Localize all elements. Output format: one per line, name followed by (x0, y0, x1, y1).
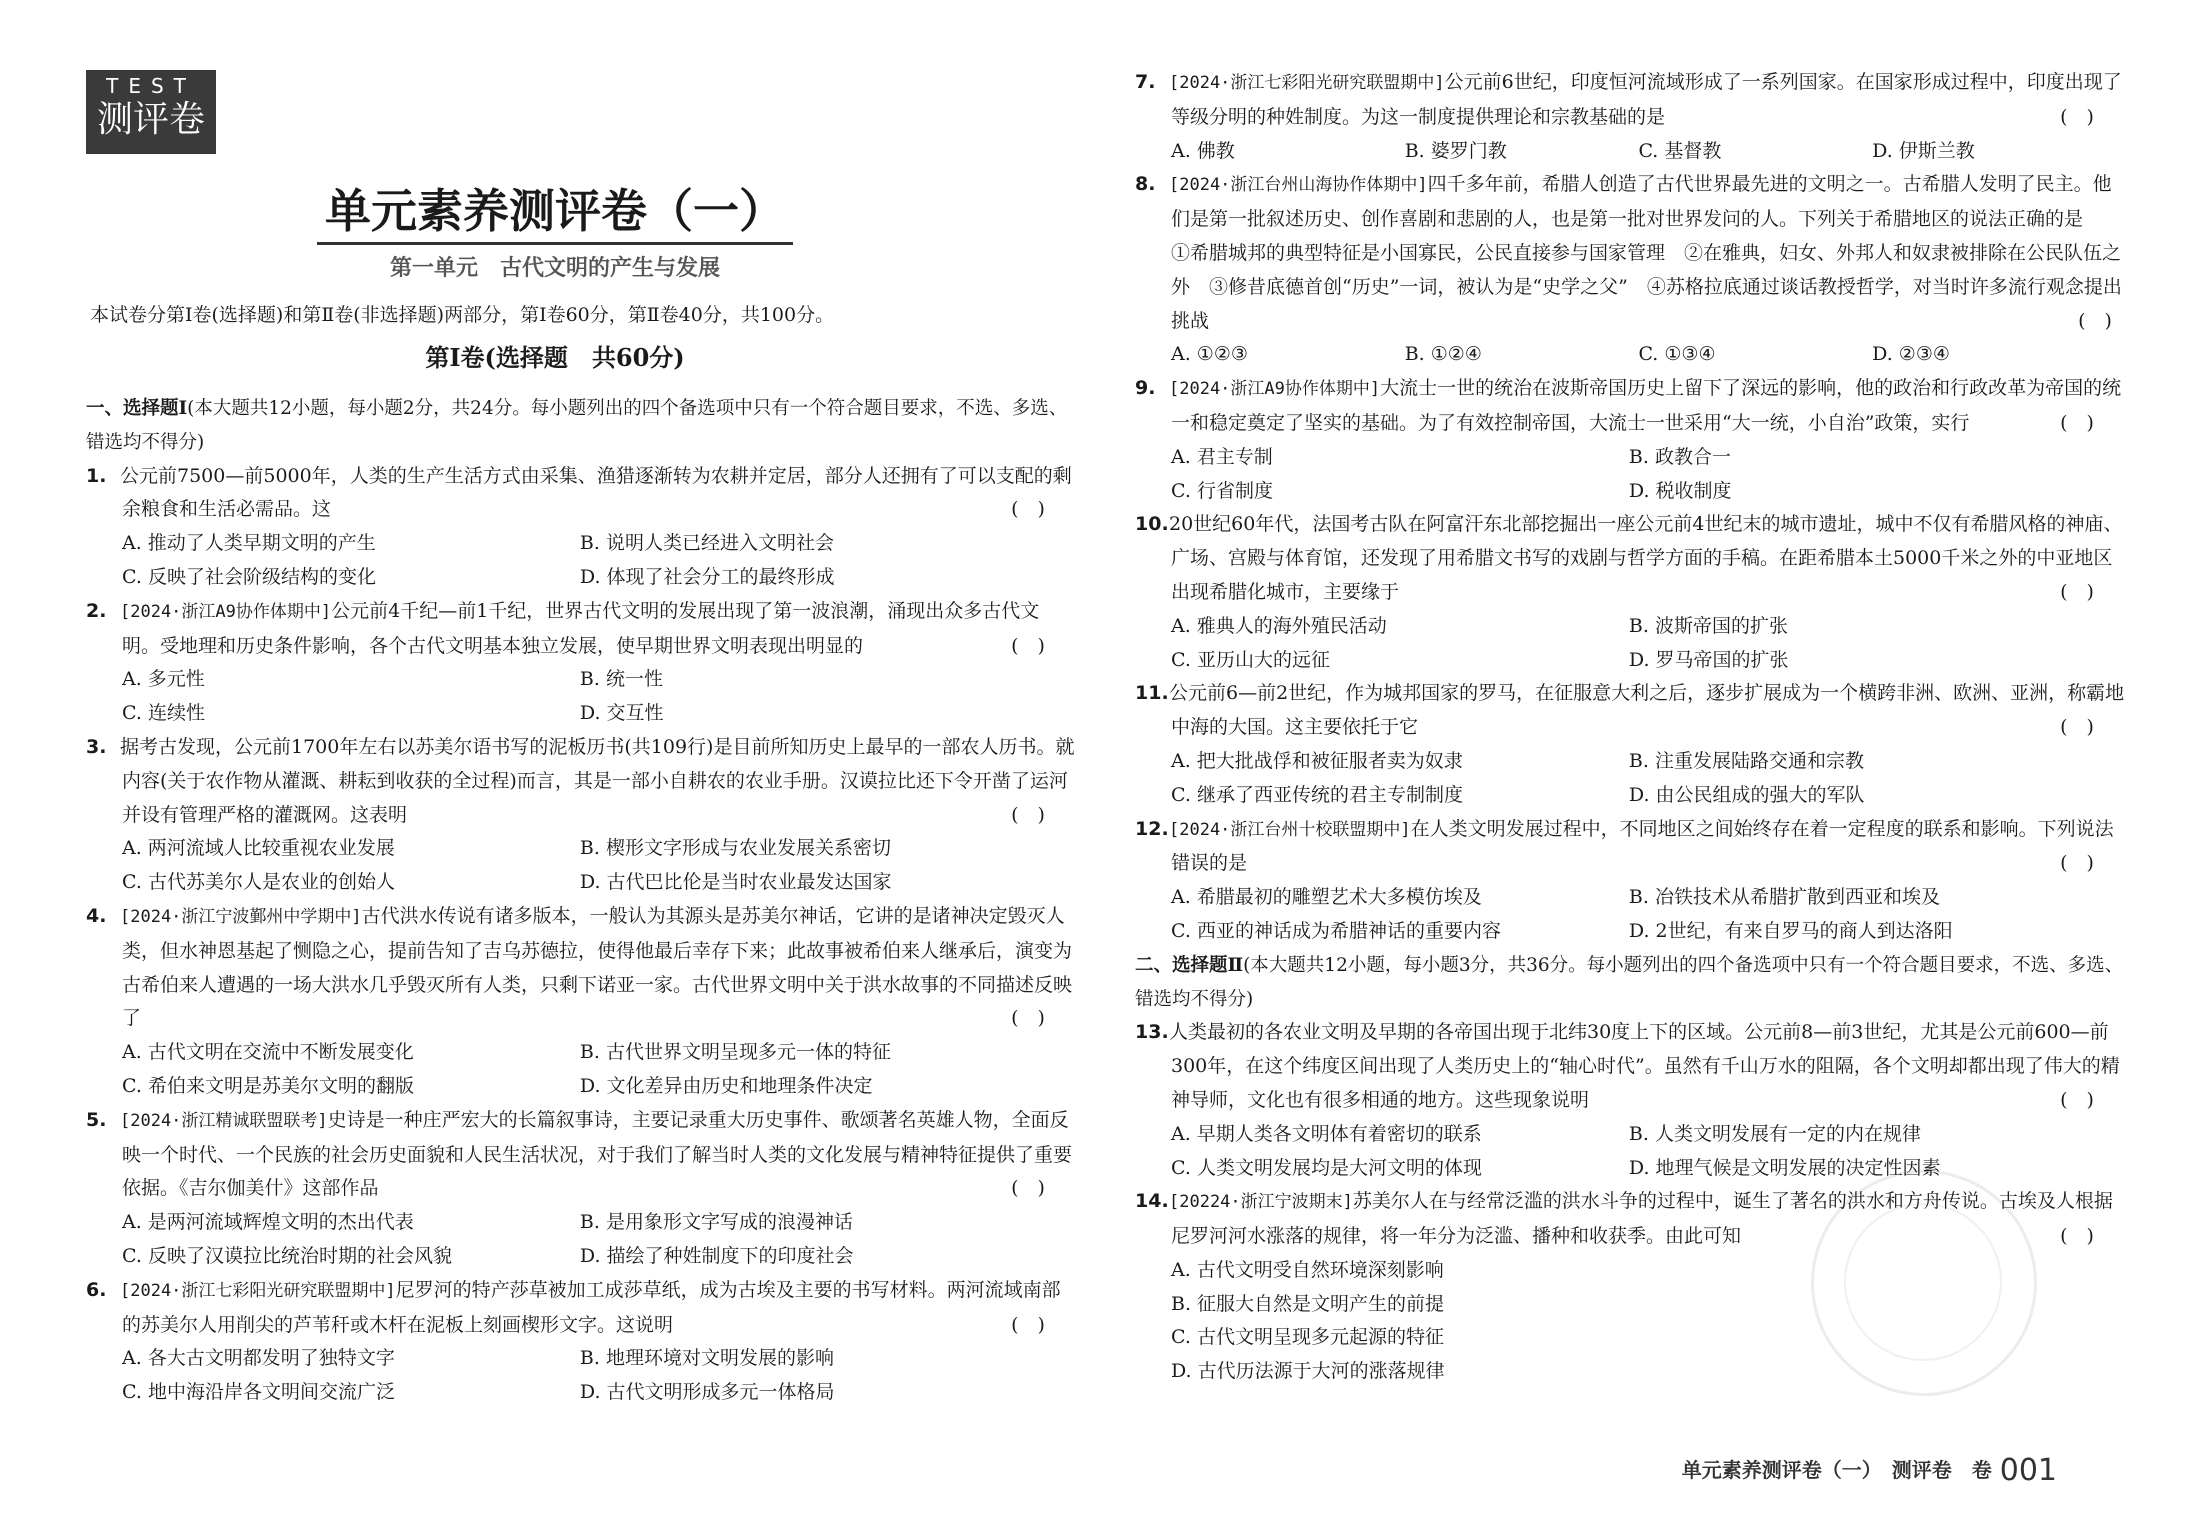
option-c[interactable]: C. 人类文明发展均是大河文明的体现 (1171, 1156, 1482, 1179)
option-b[interactable]: B. ①②④ (1404, 343, 1482, 366)
option-d[interactable]: D. 伊斯兰教 (1872, 139, 1975, 162)
title-block (60, 182, 1050, 282)
option-c[interactable]: C. 继承了西亚传统的君主专制制度 (1171, 783, 1463, 806)
question-stem: 公元前4千纪—前1千纪，世界古代文明的发展出现了第一波浪潮，涌现出众多古代文明。受地理和历史条件影响，各个古代文明基本独立发展，使早期世界文明表现出明显的 (122, 599, 1040, 657)
option-c[interactable]: C. 反映了汉谟拉比统治时期的社会风貌 (122, 1244, 452, 1267)
badge-main-text: 测评卷 (96, 99, 205, 140)
option-c[interactable]: C. 亚历山大的远征 (1171, 648, 1330, 671)
page-number: 001 (1999, 1453, 2057, 1488)
part2-note: (本大题共12小题，每小题3分，共36分。每小题列出的四个备选项中只有一个符合题目要求，不选、多选、错选均不得分) (1135, 954, 2124, 1010)
question-3 (86, 731, 1076, 900)
question-stem: 20世纪60年代，法国考古队在阿富汗东北部挖掘出一座公元前4世纪末的城市遗址，城中不仅有希腊风格的神庙、广场、宫殿与体育馆，还发现了用希腊文书写的戏剧与哲学方面的手稿。在距希腊本土5000千米之外的中亚地区出现希腊化城市，主要缘于 (1169, 513, 2123, 603)
part1-instructions (86, 392, 1076, 460)
question-number: 6. (86, 1278, 107, 1301)
option-c[interactable]: C. 反映了社会阶级结构的变化 (122, 565, 376, 588)
question-1 (86, 460, 1076, 595)
answer-blank[interactable]: ( ) (1011, 803, 1045, 826)
footer-label: 单元素养测评卷（一） 测评卷 卷 (1681, 1458, 1992, 1482)
question-source: [2024·浙江七彩阳光研究联盟期中] (120, 1280, 396, 1301)
question-stem: 公元前6世纪，印度恒河流域形成了一系列国家。在国家形成过程中，印度出现了等级分明的种姓制度。为这一制度提供理论和宗教基础的是 (1171, 71, 2122, 128)
option-b[interactable]: B. 婆罗门教 (1404, 139, 1507, 162)
test-badge (86, 70, 216, 154)
answer-blank[interactable]: ( ) (1011, 1177, 1045, 1200)
option-d[interactable]: D. 税收制度 (1628, 479, 1732, 502)
option-a[interactable]: A. 推动了人类早期文明的产生 (122, 532, 376, 555)
option-a[interactable]: A. ①②③ (1171, 343, 1248, 366)
part2-label: 二、选择题Ⅱ (1135, 954, 1244, 976)
answer-blank[interactable]: ( ) (2060, 716, 2094, 739)
option-a[interactable]: A. 佛教 (1171, 139, 1235, 162)
question-source: [2024·浙江A9协作体期中] (120, 601, 332, 622)
question-8 (1135, 168, 2125, 372)
question-9 (1135, 372, 2125, 508)
option-b[interactable]: B. 统一性 (579, 668, 663, 691)
option-d[interactable]: D. 体现了社会分工的最终形成 (579, 565, 835, 588)
option-c[interactable]: C. 基督教 (1638, 139, 1722, 162)
unit-subtitle: 第一单元 古代文明的产生与发展 (389, 256, 720, 281)
option-a[interactable]: A. 君主专制 (1171, 445, 1273, 468)
answer-blank[interactable]: ( ) (1011, 1313, 1045, 1336)
option-d[interactable]: D. 地理气候是文明发展的决定性因素 (1628, 1156, 1941, 1179)
option-a[interactable]: A. 是两河流域辉煌文明的杰出代表 (122, 1211, 414, 1234)
option-a[interactable]: A. 多元性 (122, 668, 205, 691)
question-stem: 人类最初的各农业文明及早期的各帝国出现于北纬30度上下的区域。公元前8—前3世纪，尤其是公元前600—前300年，在这个纬度区间出现了人类历史上的“轴心时代”。虽然有千山万水的阻隔，各个文明却都出现了伟大的精神导师，文化也有很多相通的地方。这些现象说明 (1169, 1021, 2120, 1111)
answer-blank[interactable]: ( ) (2060, 1225, 2094, 1248)
option-a[interactable]: A. 雅典人的海外殖民活动 (1171, 614, 1387, 637)
section-heading: 第Ⅰ卷(选择题 共60分) (425, 343, 685, 372)
question-14 (1135, 1185, 2125, 1389)
question-stem: 四千多年前，希腊人创造了古代世界最先进的文明之一。古希腊人发明了民主。他们是第一批叙述历史、创作喜剧和悲剧的人，也是第一批对世界发问的人。下列关于希腊地区的说法正确的是 (1171, 173, 2112, 231)
option-d[interactable]: D. 古代文明形成多元一体格局 (579, 1381, 835, 1404)
option-d[interactable]: D. 罗马帝国的扩张 (1628, 648, 1789, 671)
option-b[interactable]: B. 波斯帝国的扩张 (1628, 614, 1788, 637)
question-number: 5. (86, 1108, 107, 1131)
question-source: [20224·浙江宁波期末] (1169, 1192, 1353, 1213)
answer-blank[interactable]: ( ) (2060, 105, 2094, 128)
question-stem: 据考古发现，公元前1700年左右以苏美尔语书写的泥板历书(共109行)是目前所知历史上最早的一部农人历书。就内容(关于农作物从灌溉、耕耘到收获的全过程)而言，其是一部小自耕农的农业手册。汉谟拉比还下令开凿了运河并设有管理严格的灌溉网。这表明 (120, 735, 1075, 826)
question-number: 7. (1135, 71, 1156, 93)
right-page (1099, 0, 2197, 1536)
question-stem: 苏美尔人在与经常泛滥的洪水斗争的过程中，诞生了著名的洪水和方舟传说。古埃及人根据尼罗河河水涨落的规律，将一年分为泛滥、播种和收获季。由此可知 (1171, 1190, 2113, 1248)
option-b[interactable]: B. 楔形文字形成与农业发展关系密切 (579, 837, 891, 860)
question-stem: 公元前6—前2世纪，作为城邦国家的罗马，在征服意大利之后，逐步扩展成为一个横跨非洲、欧洲、亚洲，称霸地中海的大国。这主要依托于它 (1169, 682, 2125, 739)
question-7 (1135, 66, 2125, 168)
question-statements: ①希腊城邦的典型特征是小国寡民，公民直接参与国家管理 ②在雅典，妇女、外邦人和奴隶被排除在公民队伍之外 ③修昔底德首创“历史”一词，被认为是“史学之父” ④苏格拉底通过谈话教授哲学，对当时许多流行观念提出挑战 (1171, 241, 2122, 332)
option-d[interactable]: D. 古代历法源于大河的涨落规律 (1171, 1360, 1445, 1383)
option-d[interactable]: D. 交互性 (579, 702, 664, 725)
exam-intro: 本试卷分第Ⅰ卷(选择题)和第Ⅱ卷(非选择题)两部分，第Ⅰ卷60分，第Ⅱ卷40分，共100分。 (90, 304, 835, 326)
right-content (1135, 66, 2125, 1389)
option-c[interactable]: C. 希伯来文明是苏美尔文明的翻版 (122, 1074, 414, 1097)
option-b[interactable]: B. 征服大自然是文明产生的前提 (1171, 1292, 1445, 1315)
part2-instructions (1135, 949, 2125, 1017)
option-a[interactable]: A. 把大批战俘和被征服者卖为奴隶 (1171, 749, 1463, 772)
option-c[interactable]: C. ①③④ (1638, 343, 1716, 366)
answer-blank[interactable]: ( ) (2060, 852, 2094, 875)
question-5 (86, 1104, 1076, 1274)
question-11 (1135, 677, 2125, 812)
option-d[interactable]: D. 古代巴比伦是当时农业最发达国家 (579, 871, 892, 894)
option-c[interactable]: C. 古代苏美尔人是农业的创始人 (122, 871, 395, 894)
question-number: 1. (86, 464, 107, 487)
question-10 (1135, 508, 2125, 677)
question-source: [2024·浙江A9协作体期中] (1169, 379, 1381, 400)
question-number: 4. (86, 904, 107, 927)
option-c[interactable]: C. 地中海沿岸各文明间交流广泛 (122, 1381, 395, 1404)
page-title: 单元素养测评卷（一） (317, 182, 793, 245)
option-b[interactable]: B. 冶铁技术从希腊扩散到西亚和埃及 (1628, 886, 1940, 909)
option-d[interactable]: D. 由公民组成的强大的军队 (1628, 783, 1865, 806)
option-b[interactable]: B. 古代世界文明呈现多元一体的特征 (579, 1041, 891, 1064)
question-stem: 尼罗河的特产莎草被加工成莎草纸，成为古埃及主要的书写材料。两河流域南部的苏美尔人用削尖的芦苇秆或木杆在泥板上刻画楔形文字。这说明 (122, 1278, 1061, 1336)
option-d[interactable]: D. 2世纪，有来自罗马的商人到达洛阳 (1628, 919, 1953, 942)
part1-note: (本大题共12小题，每小题2分，共24分。每小题列出的四个备选项中只有一个符合题目要求，不选、多选、错选均不得分) (86, 398, 1068, 453)
option-a[interactable]: A. 两河流域人比较重视农业发展 (122, 837, 395, 860)
answer-blank[interactable]: ( ) (2078, 309, 2112, 332)
option-a[interactable]: A. 古代文明在交流中不断发展变化 (122, 1041, 414, 1064)
question-stem: 大流士一世的统治在波斯帝国历史上留下了深远的影响，他的政治和行政改革为帝国的统一和稳定奠定了坚实的基础。为了有效控制帝国，大流士一世采用“大一统，小自治”政策，实行 (1171, 377, 2122, 434)
question-source: [2024·浙江精诚联盟联考] (120, 1110, 328, 1131)
answer-blank[interactable]: ( ) (1011, 498, 1045, 521)
question-2 (86, 595, 1076, 731)
option-a[interactable]: A. 古代文明受自然环境深刻影响 (1171, 1258, 1444, 1281)
question-number: 14. (1135, 1190, 1169, 1213)
badge-top-text: TEST (106, 74, 196, 98)
page-footer (1682, 1453, 2057, 1488)
question-4 (86, 900, 1076, 1104)
option-c[interactable]: C. 连续性 (122, 702, 205, 725)
answer-blank[interactable]: ( ) (2060, 411, 2094, 434)
question-number: 10. (1135, 513, 1169, 536)
question-stem: 在人类文明发展过程中，不同地区之间始终存在着一定程度的联系和影响。下列说法错误的是 (1171, 817, 2114, 875)
question-6 (86, 1274, 1076, 1410)
option-c[interactable]: C. 行省制度 (1171, 479, 1273, 502)
question-number: 12. (1135, 817, 1169, 840)
question-number: 8. (1135, 173, 1156, 196)
left-content (86, 392, 1076, 1410)
question-number: 9. (1135, 377, 1156, 400)
question-source: [2024·浙江宁波鄞州中学期中] (120, 906, 362, 927)
answer-blank[interactable]: ( ) (1011, 634, 1045, 657)
question-number: 11. (1135, 682, 1169, 705)
left-page (0, 0, 1098, 1536)
option-b[interactable]: B. 注重发展陆路交通和宗教 (1628, 749, 1864, 772)
answer-blank[interactable]: ( ) (2060, 580, 2094, 603)
question-stem: 史诗是一种庄严宏大的长篇叙事诗，主要记录重大历史事件、歌颂著名英雄人物，全面反映一个时代、一个民族的社会历史面貌和人民生活状况，对于我们了解当时人类的文化发展与精神特征提供了重要依据。《吉尔伽美什》这部作品 (122, 1108, 1073, 1200)
option-d[interactable]: D. ②③④ (1872, 343, 1950, 366)
question-number: 2. (86, 599, 107, 622)
option-c[interactable]: C. 古代文明呈现多元起源的特征 (1171, 1326, 1444, 1349)
option-b[interactable]: B. 是用象形文字写成的浪漫神话 (579, 1211, 853, 1234)
question-number: 3. (86, 735, 107, 758)
answer-blank[interactable]: ( ) (1011, 1007, 1045, 1030)
option-b[interactable]: B. 地理环境对文明发展的影响 (579, 1347, 834, 1370)
question-source: [2024·浙江台州十校联盟期中] (1169, 819, 1411, 840)
option-d[interactable]: D. 文化差异由历史和地理条件决定 (579, 1074, 873, 1097)
question-13 (1135, 1016, 2125, 1185)
option-c[interactable]: C. 西亚的神话成为希腊神话的重要内容 (1171, 919, 1501, 942)
question-number: 13. (1135, 1021, 1169, 1044)
option-b[interactable]: B. 人类文明发展有一定的内在规律 (1628, 1122, 1921, 1145)
option-b[interactable]: B. 政教合一 (1628, 445, 1731, 468)
option-a[interactable]: A. 早期人类各文明体有着密切的联系 (1171, 1122, 1482, 1145)
question-stem: 古代洪水传说有诸多版本，一般认为其源头是苏美尔神话，它讲的是诸神决定毁灭人类，但水神恩基起了恻隐之心，提前告知了吉乌苏德拉，使得他最后幸存下来；此故事被希伯来人继承后，演变为古希伯来人遭遇的一场大洪水几乎毁灭所有人类，只剩下诺亚一家。古代世界文明中关于洪水故事的不同描述反映了 (122, 904, 1073, 1030)
question-source: [2024·浙江七彩阳光研究联盟期中] (1169, 73, 1445, 93)
option-d[interactable]: D. 描绘了种姓制度下的印度社会 (579, 1244, 854, 1267)
option-b[interactable]: B. 说明人类已经进入文明社会 (579, 532, 834, 555)
part1-label: 一、选择题Ⅰ (86, 398, 188, 419)
option-a[interactable]: A. 希腊最初的雕塑艺术大多模仿埃及 (1171, 886, 1482, 909)
option-a[interactable]: A. 各大古文明都发明了独特文字 (122, 1347, 395, 1370)
answer-blank[interactable]: ( ) (2060, 1088, 2094, 1111)
question-12 (1135, 813, 2125, 949)
question-source: [2024·浙江台州山海协作体期中] (1169, 175, 1428, 196)
question-stem: 公元前7500—前5000年，人类的生产生活方式由采集、渔猎逐渐转为农耕并定居，部分人还拥有了可以支配的剩余粮食和生活必需品。这 (120, 464, 1072, 521)
